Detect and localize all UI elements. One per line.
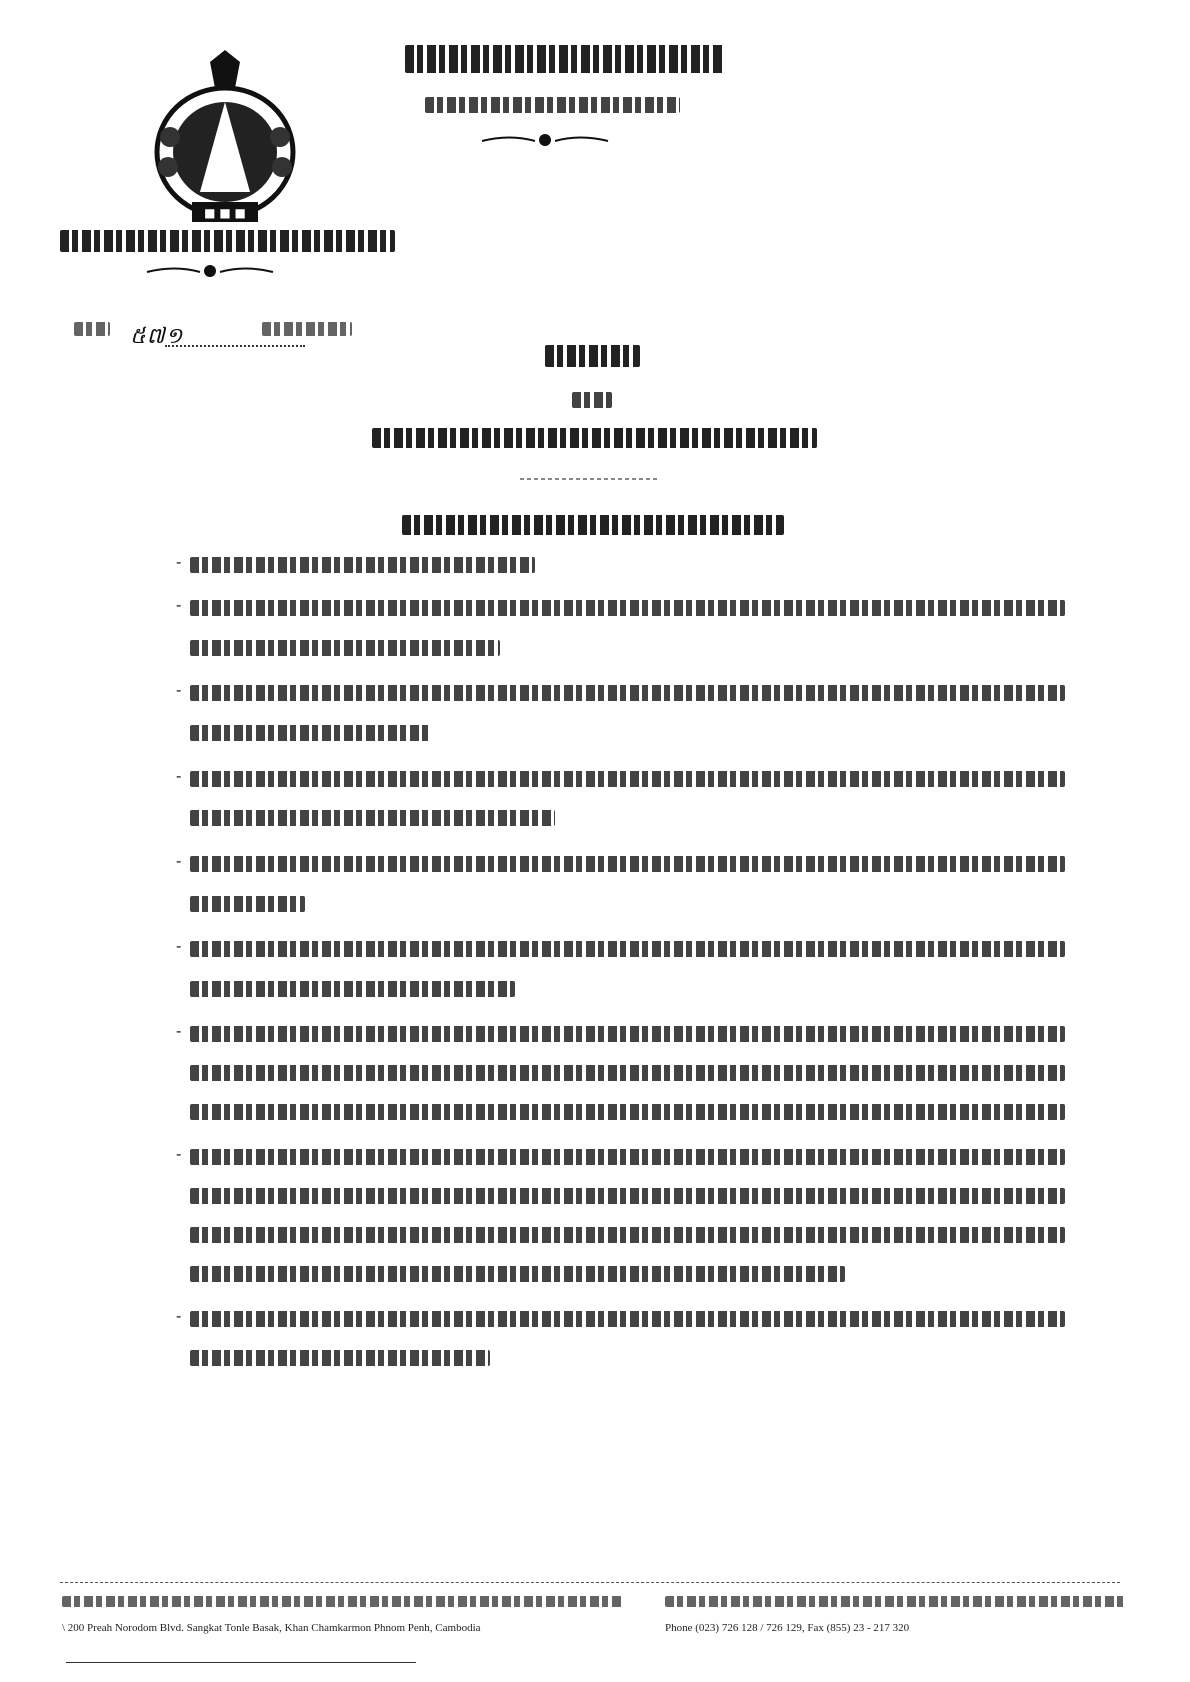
bullet: - bbox=[176, 766, 182, 785]
paragraph-line bbox=[190, 981, 515, 997]
paragraph-line bbox=[190, 1104, 1065, 1120]
paragraph-line bbox=[190, 557, 535, 573]
reference-label bbox=[74, 322, 110, 336]
issuer-line bbox=[402, 515, 784, 535]
paragraph-line bbox=[190, 1188, 1065, 1204]
bullet: - bbox=[176, 851, 182, 870]
bullet: - bbox=[176, 1144, 182, 1163]
paragraph-line bbox=[190, 640, 500, 656]
title-divider bbox=[520, 474, 660, 488]
header-ornament bbox=[480, 132, 610, 146]
bullet: - bbox=[176, 1021, 182, 1040]
footer-divider bbox=[60, 1582, 1120, 1583]
bullet: - bbox=[176, 552, 182, 571]
paragraph-line bbox=[190, 856, 1065, 872]
footer-bottom-rule bbox=[66, 1662, 416, 1663]
bullet: - bbox=[176, 680, 182, 699]
reference-number: ៥៧១ bbox=[130, 324, 184, 349]
royal-emblem bbox=[140, 42, 310, 227]
footer-phone: Phone (023) 726 128 / 726 129, Fax (855) 23 - 217 320 bbox=[665, 1622, 910, 1634]
paragraph-line bbox=[190, 725, 430, 741]
national-motto bbox=[425, 97, 680, 113]
paragraph-line bbox=[190, 600, 1065, 616]
bullet: - bbox=[176, 936, 182, 955]
paragraph-line bbox=[190, 941, 1065, 957]
subject-label bbox=[572, 392, 612, 408]
paragraph-line bbox=[190, 1311, 1065, 1327]
bullet: - bbox=[176, 595, 182, 614]
paragraph-line bbox=[190, 685, 1065, 701]
paragraph-line bbox=[190, 1149, 1065, 1165]
reference-suffix bbox=[262, 322, 352, 336]
footer-phone-khmer bbox=[665, 1596, 1125, 1607]
paragraph-line bbox=[190, 771, 1065, 787]
paragraph-line bbox=[190, 1227, 1065, 1243]
footer-address-khmer bbox=[62, 1596, 622, 1607]
paragraph-line bbox=[190, 1350, 490, 1366]
reference-dots bbox=[165, 345, 305, 347]
footer-address: \ 200 Preah Norodom Blvd. Sangkat Tonle Basak, Khan Chamkarmon Phnom Penh, Cambodia bbox=[62, 1622, 481, 1634]
svg-text:■ ■ ■: ■ ■ ■ bbox=[204, 206, 246, 220]
paragraph-line bbox=[190, 1026, 1065, 1042]
paragraph-line bbox=[190, 1266, 845, 1282]
ministry-name bbox=[60, 230, 395, 252]
paragraph-line bbox=[190, 896, 305, 912]
document-type-title bbox=[545, 345, 640, 367]
kingdom-title bbox=[405, 45, 725, 73]
subject-title bbox=[372, 428, 817, 448]
bullet: - bbox=[176, 1306, 182, 1325]
paragraph-line bbox=[190, 1065, 1065, 1081]
ministry-ornament bbox=[145, 263, 275, 277]
paragraph-line bbox=[190, 810, 555, 826]
